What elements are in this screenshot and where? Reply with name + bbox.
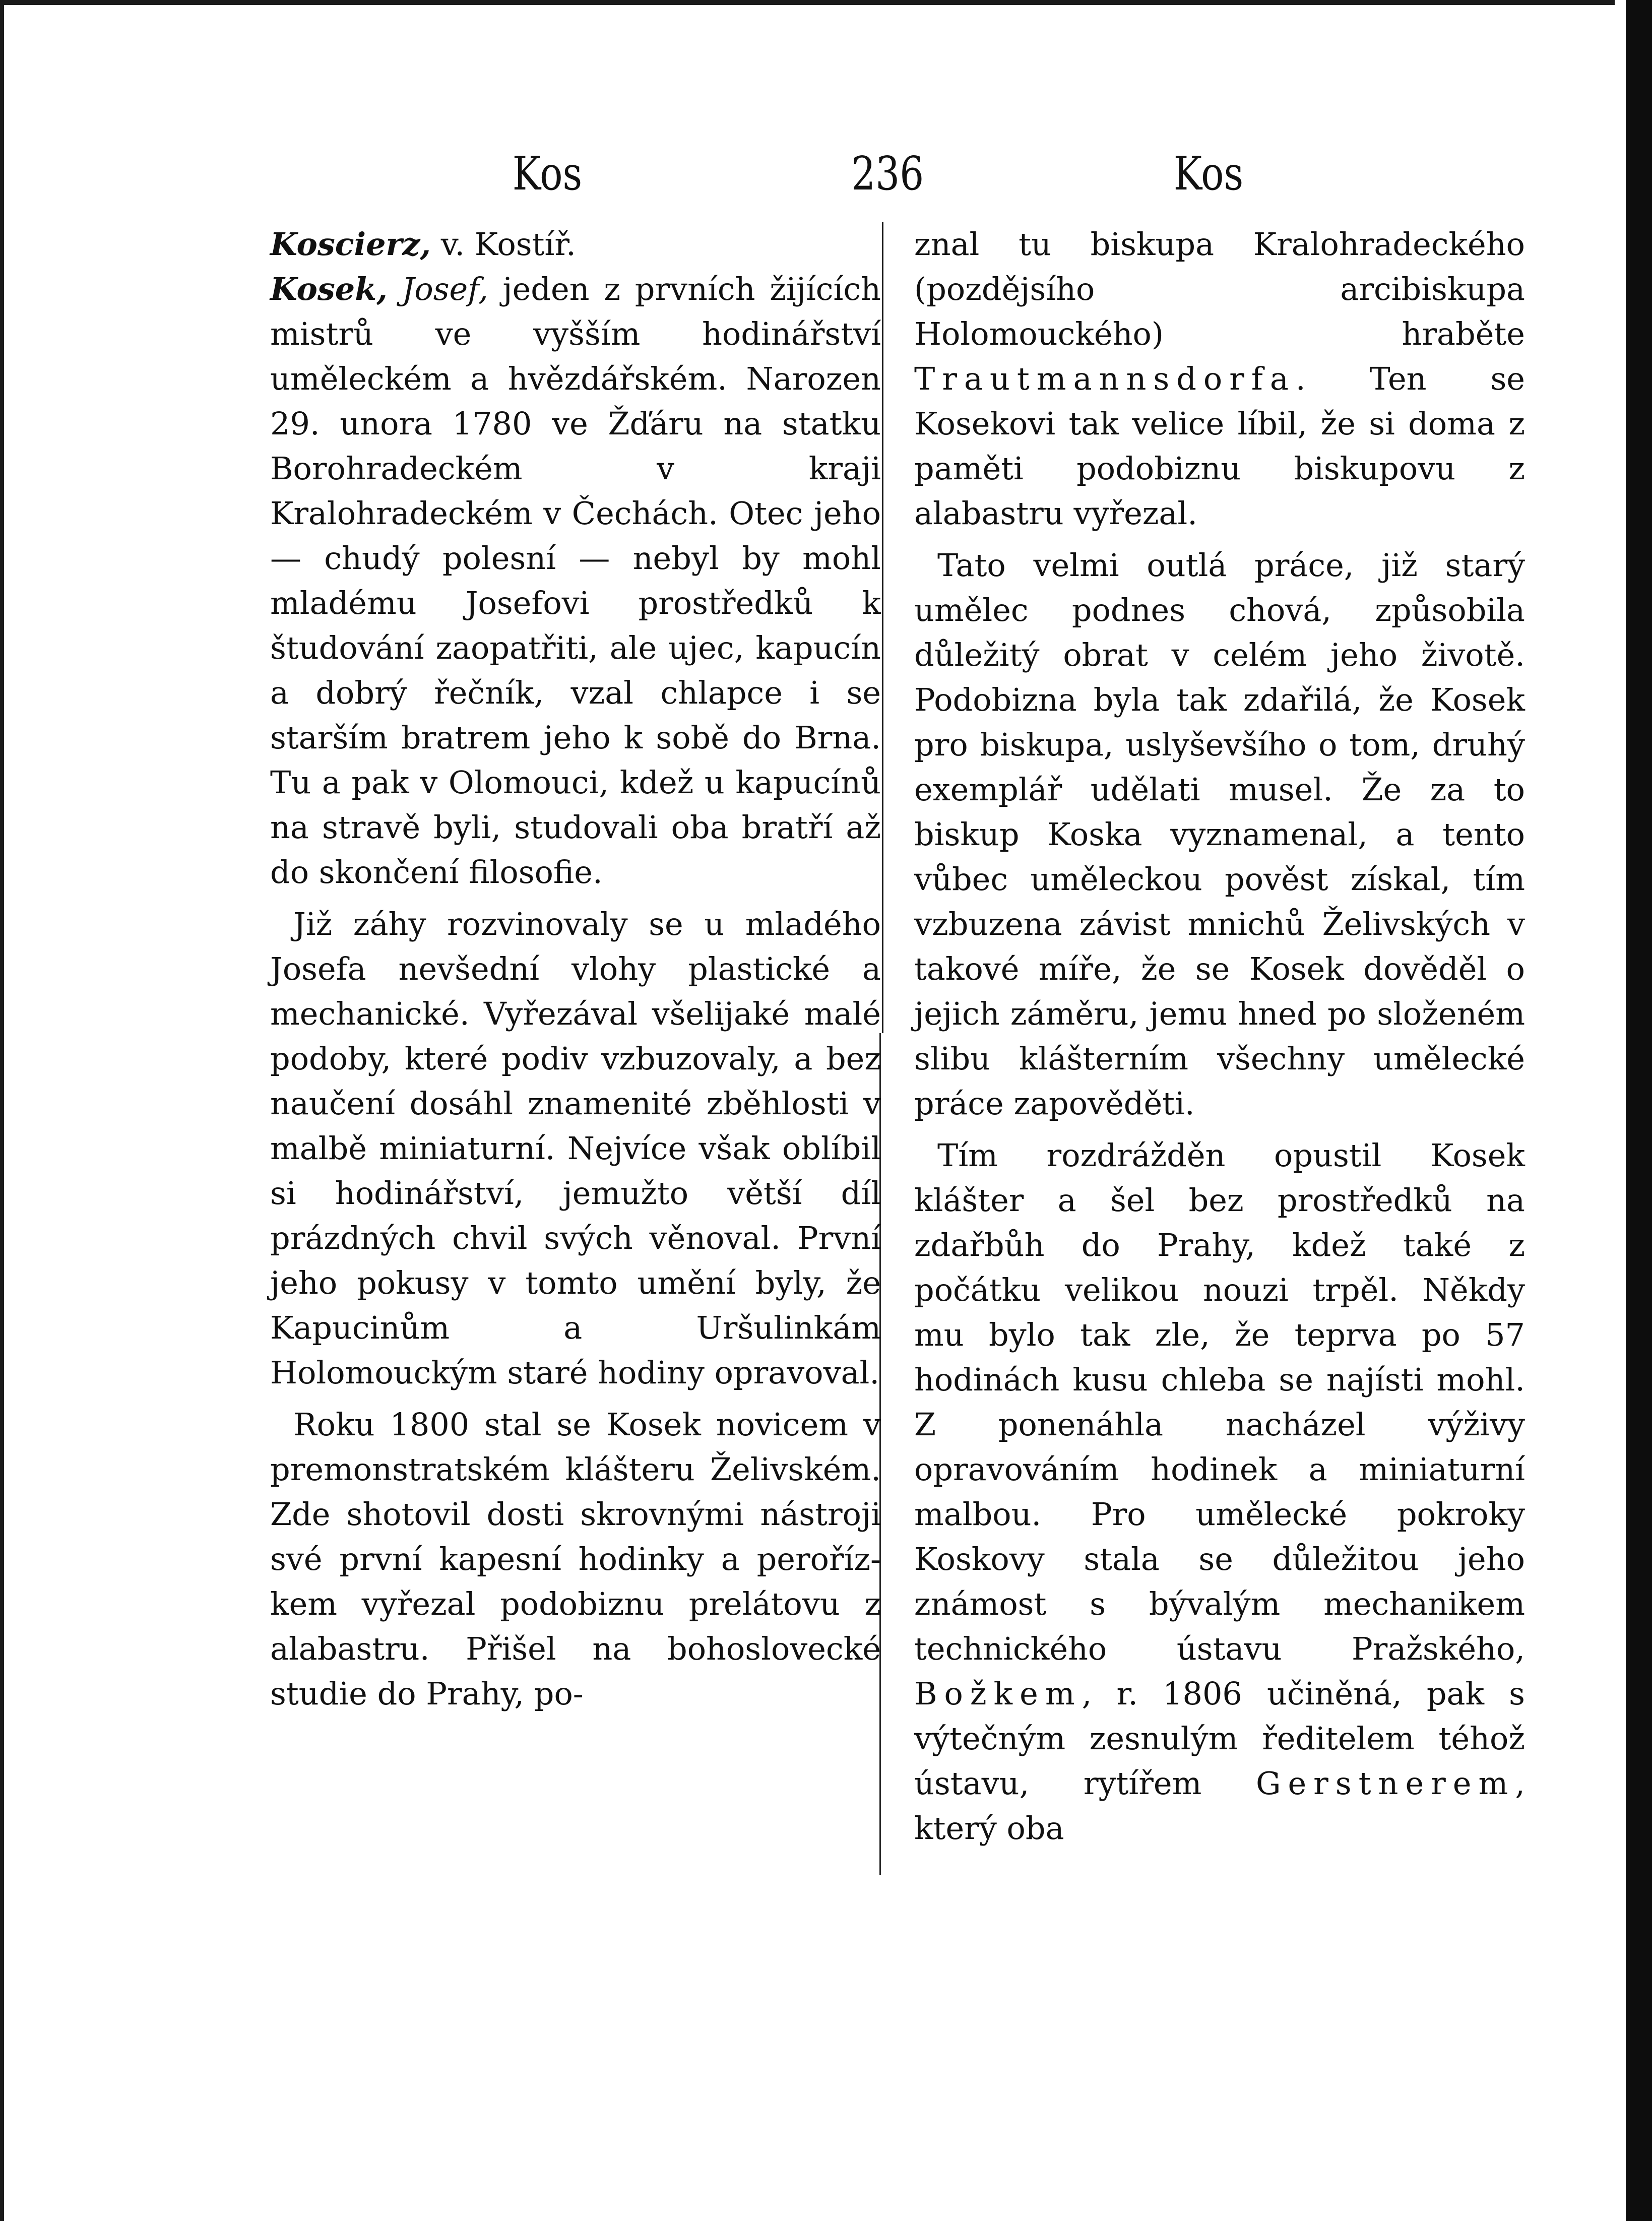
page-number: 236 <box>851 147 924 201</box>
kosek-paragraph-2: Již záhy rozvinovaly se u mladého Josefa nevšední vlohy plastické a mechanické. Vyřezával všelijaké malé podoby, které podiv vzbuzovaly, a bez naučení dosáhl znamenité zběhlosti v malbě miniaturní. Nejvíce však oblíbil si hodinářství, jemužto větší díl prázdných chvil svých věnoval. První jeho pokusy v tomto umění byly, že Kapucinům a Uršulinkám Holomouckým staré hodiny opravoval. <box>270 906 881 1391</box>
running-header <box>0 144 1355 204</box>
kosek-given-name: Josef, <box>402 271 488 307</box>
scan-top-edge <box>0 0 1652 5</box>
header-left-word: Kos <box>512 147 583 201</box>
right-col-start: znal tu biskupa Kralohradeckého (pozdějsího arcibiskupa Holomouckého) hraběte <box>914 226 1525 352</box>
name-trautmannsdorf: Trautmannsdorfa <box>914 360 1296 397</box>
name-bozek: Božkem <box>914 1675 1082 1712</box>
header-right-word: Kos <box>1173 147 1244 201</box>
lemma-kosek: Kosek, <box>270 271 388 307</box>
para5-part-c: , který oba <box>914 1765 1525 1847</box>
entry-kosek-intro <box>270 267 881 895</box>
kosek-intro-text: jeden z prvních žijících mistrů ve vyšším hodinářství uměleckém a hvězdářském. Narozen 29. unora 1780 ve Žďáru na statku Borohradeckém v kraji Kralohradeckém v Čechách. Otec jeho — chudý polesní — nebyl by mohl mladému Josefovi prostředků k študování zaopatřiti, ale ujec, kapucín a dobrý řečník, vzal chlapce i se starším bratrem jeho k sobě do Brna. Tu a pak v Olomouci, kdež u kapucínů na stravě byli, studovali oba bratří až do skončení filosofie. <box>270 271 881 891</box>
kosek-paragraph-3: Roku 1800 stal se Kosek novicem v premonstratském klášteru Želivském. Zde shotovil dosti skrovnými nástroji své první kapesní hodinky a peroříz-kem vyřezal podobiznu prelátovu z alabastru. Přišel na bohoslovecké studie do Prahy, po- <box>270 1406 881 1712</box>
column-divider-upper <box>882 222 883 1033</box>
kosek-paragraph-5 <box>914 1133 1525 1851</box>
right-column <box>914 222 1525 1851</box>
entry-koscierz-text: v. Kostíř. <box>431 226 576 263</box>
scan-right-edge <box>1626 0 1652 2221</box>
para5-part-b: , r. 1806 učiněná, pak s výtečným zesnulým ředitelem téhož ústavu, rytířem <box>914 1675 1525 1802</box>
scan-left-edge <box>0 0 4 2221</box>
scan-right-gap <box>1615 0 1626 2221</box>
kosek-paragraph-3-continued <box>914 222 1525 536</box>
right-col-rest: . Ten se Kosekovi tak velice líbil, že si doma z paměti podobiznu biskupovu z alabastru vyřezal. <box>914 360 1525 532</box>
kosek-paragraph-4: Tato velmi outlá práce, již starý umělec podnes chová, způsobila důležitý obrat v celém jeho životě. Podobizna byla tak zdařilá, že Kosek pro biskupa, uslyševšího o tom, druhý exemplář udělati musel. Že za to biskup Koska vyznamenal, a tento vůbec uměleckou pověst získal, tím vzbuzena závist mnichů Želivských v takové míře, že se Kosek dověděl o jejich záměru, jemu hned po složeném slibu klášterním všechny umělecké práce zapověděti. <box>914 547 1525 1122</box>
left-column <box>270 222 881 1716</box>
entry-koscierz <box>270 222 881 267</box>
name-gerstner: Gerstnerem <box>1255 1765 1515 1802</box>
lemma-koscierz: Koscierz, <box>270 226 431 263</box>
para5-part-a: Tím rozdrážděn opustil Kosek klášter a šel bez prostředků na zdařbůh do Prahy, kdež také z počátku velikou nouzi trpěl. Někdy mu bylo tak zle, že teprva po 57 hodinách kusu chleba se najísti mohl. Z ponenáhla nacházel výživy opravováním hodinek a miniaturní malbou. Pro umělecké pokroky Koskovy stala se důležitou jeho známost s bývalým mechanikem technického ústavu Pražského, <box>914 1137 1525 1667</box>
